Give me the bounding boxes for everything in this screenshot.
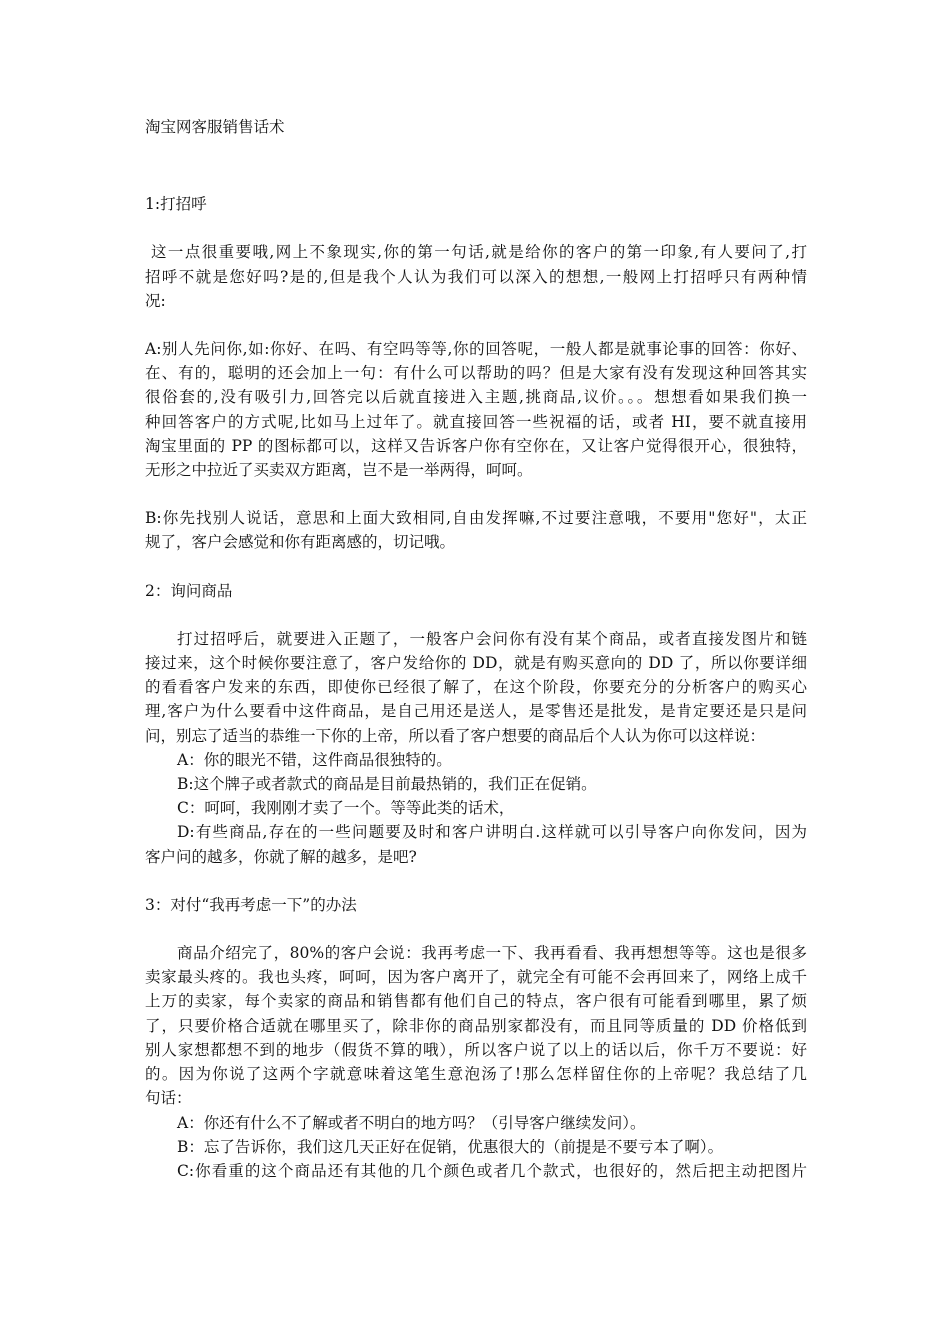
list-item: A：你还有什么不了解或者不明白的地方吗？（引导客户继续发问）。 xyxy=(177,1113,646,1132)
paragraph-consider-intro xyxy=(145,941,807,1110)
list-item: C:你看重的这个商品还有其他的几个颜色或者几个款式，也很好的，然后把主动把图片 xyxy=(177,1161,807,1180)
text-line: 这一点很重要哦,网上不象现实,你的第一句话,就是给你的客户的第一印象,有人要问了,打 xyxy=(151,243,807,262)
section-heading-inquiry: 2：询问商品 xyxy=(145,581,233,600)
text-line: 接过来，这个时候你要注意了，客户发给你的 DD，就是有购买意向的 DD 了，所以你要详细 xyxy=(145,654,807,673)
text-line: 无形之中拉近了买卖双方距离，岂不是一举两得，呵呵。 xyxy=(145,461,533,480)
text-line: 客户问的越多，你就了解的越多，是吧? xyxy=(145,847,417,866)
list-item xyxy=(145,820,807,868)
text-line: 的。因为你说了这两个字就意味着这笔生意泡汤了!那么怎样留住你的上帝呢？我总结了几 xyxy=(145,1065,807,1084)
text-line: 在、有的，聪明的还会加上一句：有什么可以帮助的吗？但是大家有没有发现这种回答其实 xyxy=(145,364,807,383)
list-item: A：你的眼光不错，这件商品很独特的。 xyxy=(177,750,452,769)
text-line: 问，别忘了适当的恭维一下你的上帝，所以看了客户想要的商品后个人认为你可以这样说： xyxy=(145,726,766,745)
text-line: B:你先找别人说话，意思和上面大致相同,自由发挥嘛,不过要注意哦，不要用"您好"，太正 xyxy=(145,509,807,528)
text-line: 的看看客户发来的东西，即使你已经很了解了，在这个阶段，你要充分的分析客户的购买心 xyxy=(145,678,807,697)
paragraph-greeting-intro xyxy=(145,240,807,313)
text-line: D:有些商品,存在的一些问题要及时和客户讲明白.这样就可以引导客户向你发问，因为 xyxy=(177,823,807,842)
list-item: B：忘了告诉你，我们这几天正好在促销，优惠很大的（前提是不要亏本了啊）。 xyxy=(177,1137,724,1156)
text-line: 很俗套的,没有吸引力,回答完以后就直接进入主题,挑商品,议价。。。想想看如果我们换一 xyxy=(145,388,807,407)
text-line: 种回答客户的方式呢,比如马上过年了。就直接回答一些祝福的话，或者 HI，要不就直接用 xyxy=(145,412,807,431)
text-line: 别人家想都想不到的地步（假货不算的哦），所以客户说了以上的话以后，你千万不要说：好 xyxy=(145,1040,807,1059)
text-line: 淘宝里面的 PP 的图标都可以，这样又告诉客户你有空你在，又让客户觉得很开心，很独特， xyxy=(145,436,807,455)
section-heading-greeting: 1:打招呼 xyxy=(145,195,207,214)
text-line: 卖家最头疼的。我也头疼，呵呵，因为客户离开了，就完全有可能不会再回来了，网络上成千 xyxy=(145,968,807,987)
list-item: B:这个牌子或者款式的商品是目前最热销的，我们正在促销。 xyxy=(177,775,597,794)
text-line: A:别人先问你,如:你好、在吗、有空吗等等,你的回答呢，一般人都是就事论事的回答：你好、 xyxy=(145,340,807,359)
text-line: 句话： xyxy=(145,1089,192,1108)
text-line: 规了，客户会感觉和你有距离感的，切记哦。 xyxy=(145,533,456,552)
text-line: 商品介绍完了，80%的客户会说：我再考虑一下、我再看看、我再想想等等。这也是很多 xyxy=(177,944,807,963)
text-line: 况: xyxy=(145,291,166,310)
text-line: 理,客户为什么要看中这件商品，是自己用还是送人，是零售还是批发，是肯定要还是只是问 xyxy=(145,702,807,721)
text-line: 招呼不就是您好吗?是的,但是我个人认为我们可以深入的想想,一般网上打招呼只有两种情 xyxy=(145,267,807,286)
text-line: 了，只要价格合适就在哪里买了，除非你的商品别家都没有，而且同等质量的 DD 价格低到 xyxy=(145,1016,807,1035)
list-item: C：呵呵，我刚刚才卖了一个。等等此类的话术， xyxy=(177,799,515,818)
paragraph-inquiry-intro xyxy=(145,627,807,748)
text-line: 上万的卖家，每个卖家的商品和销售都有他们自己的特点，客户很有可能看到哪里，累了烦 xyxy=(145,992,807,1011)
document-title: 淘宝网客服销售话术 xyxy=(145,118,285,136)
paragraph-greeting-a xyxy=(145,337,807,482)
section-heading-consider: 3：对付“我再考虑一下”的办法 xyxy=(145,895,357,914)
paragraph-greeting-b xyxy=(145,506,807,554)
document-page xyxy=(145,115,807,1183)
text-line: 打过招呼后，就要进入正题了，一般客户会问你有没有某个商品，或者直接发图片和链 xyxy=(177,629,807,648)
